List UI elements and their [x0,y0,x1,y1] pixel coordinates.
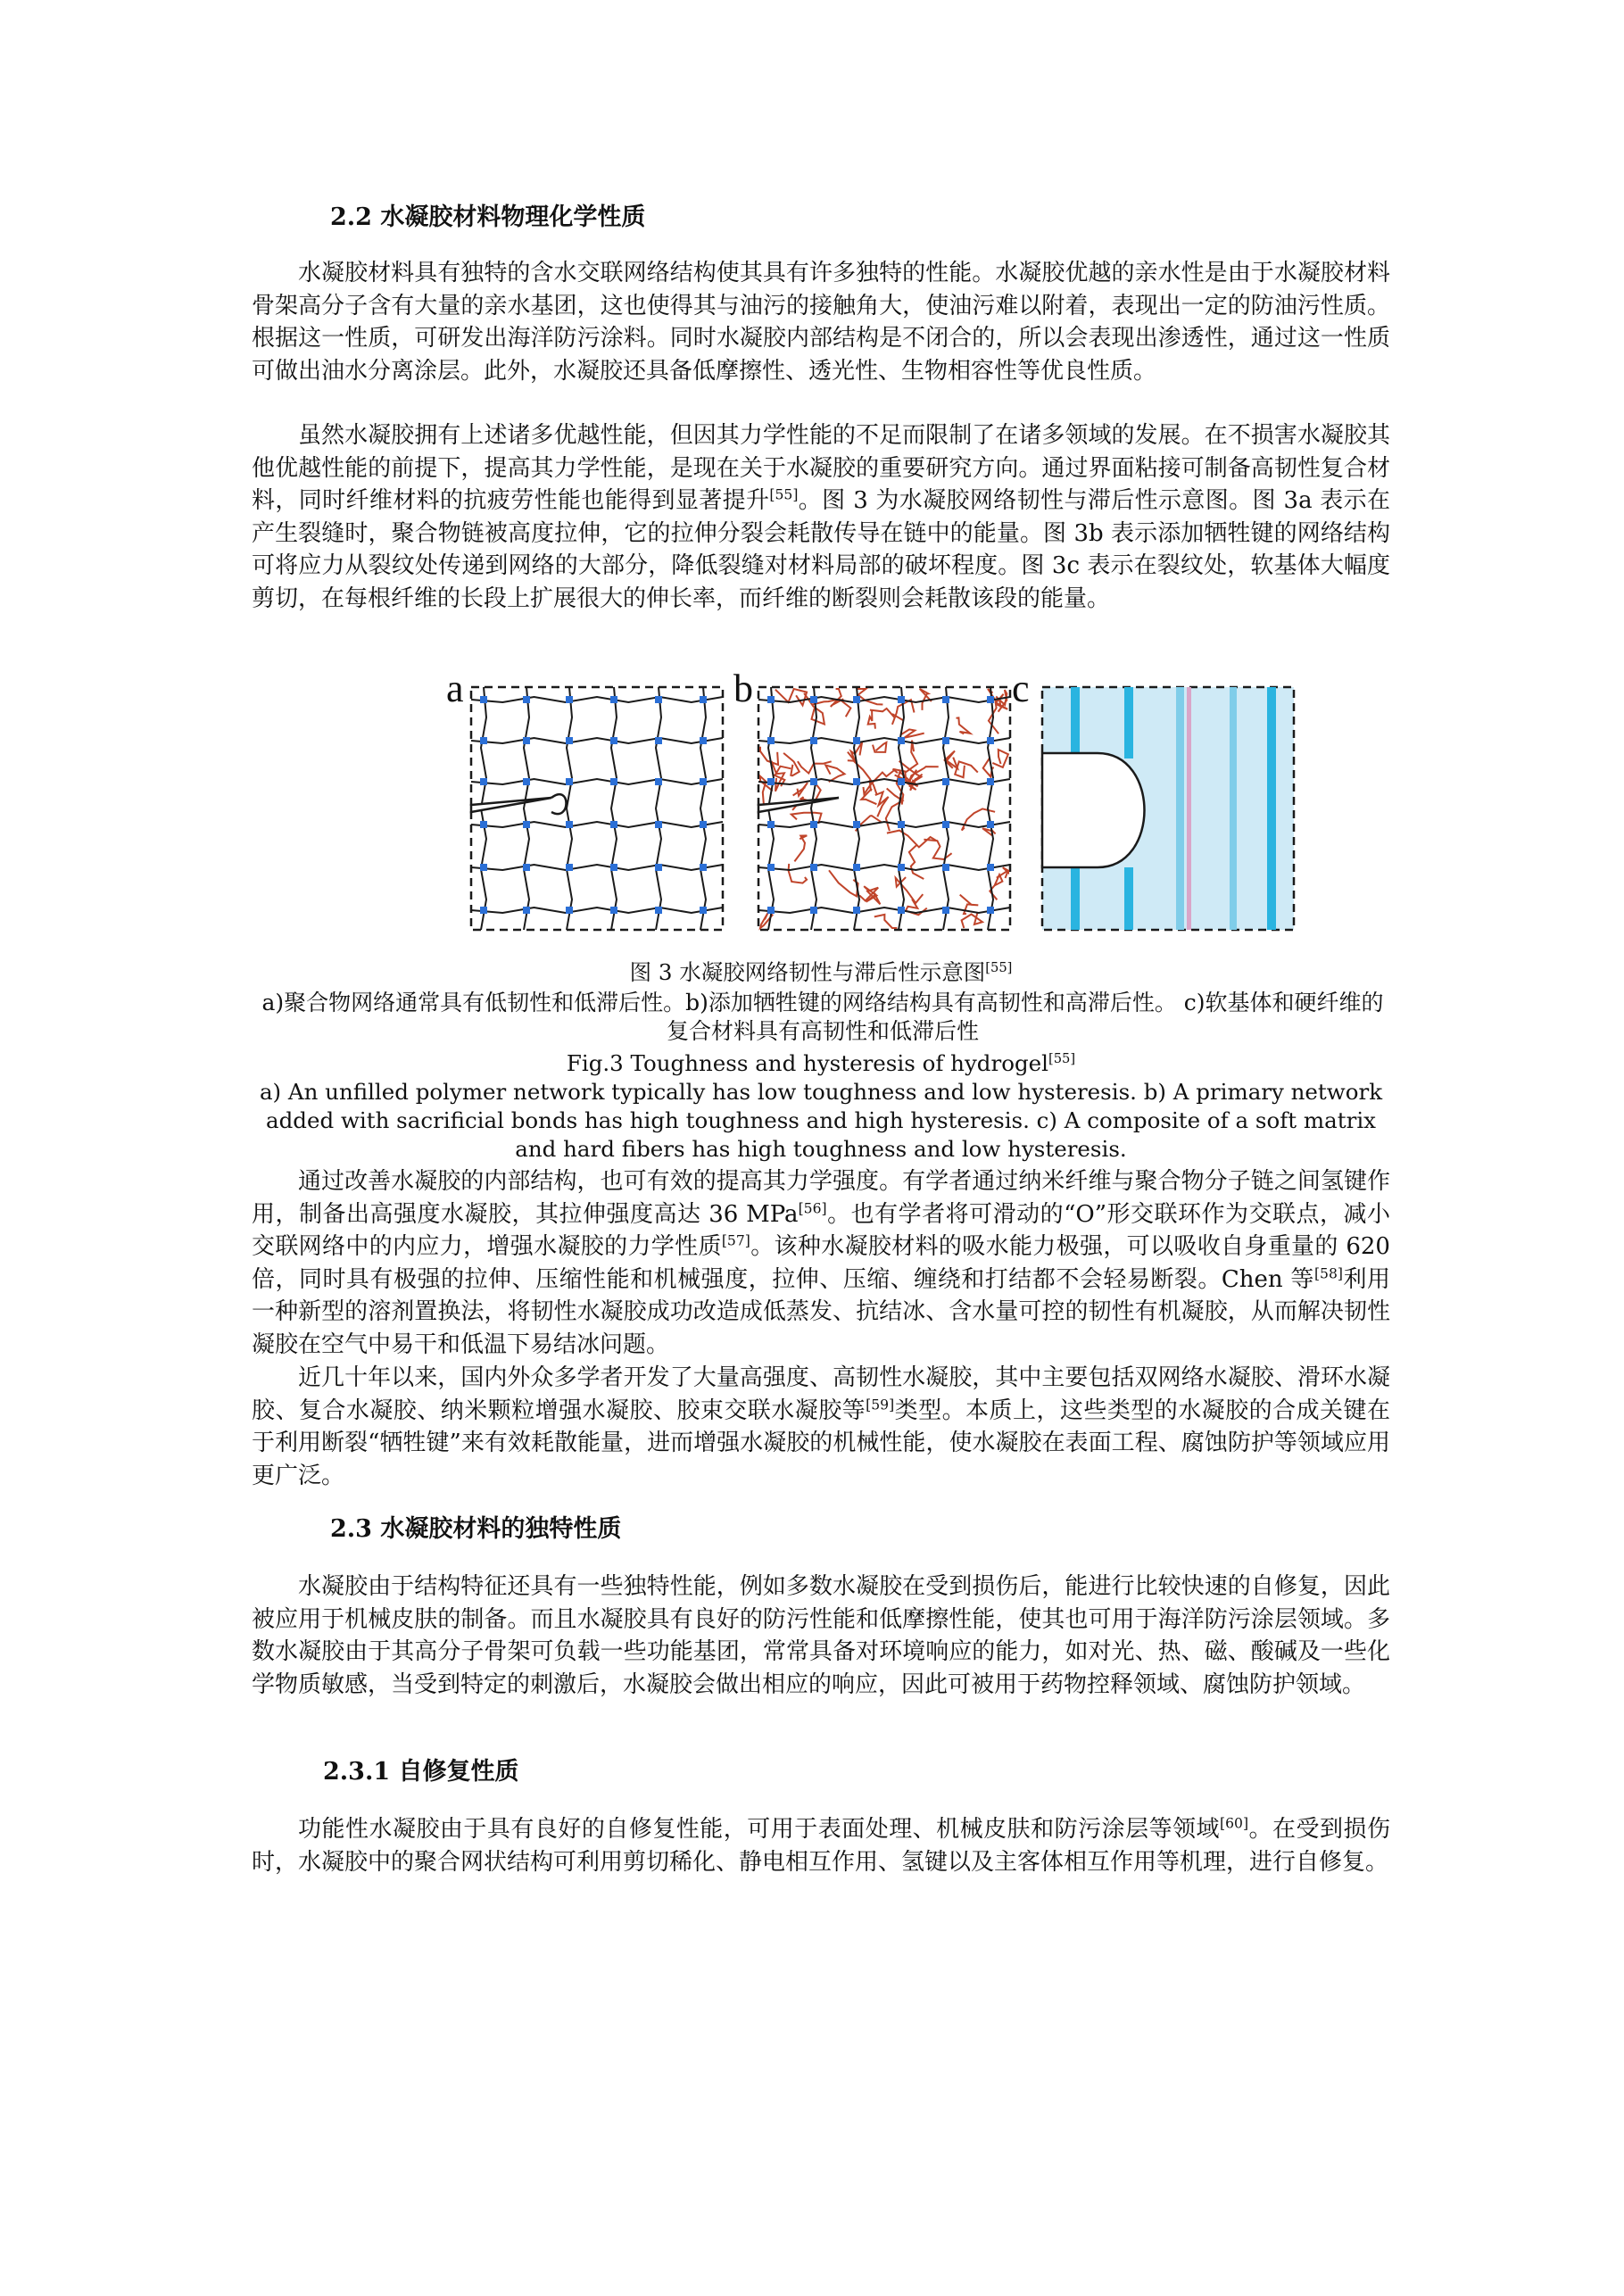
crosslink-node [853,737,860,744]
section-heading-2-3: 2.3 水凝胶材料的独特性质 [330,1515,622,1543]
paragraph-after-fig-1: 通过改善水凝胶的内部结构，也可有效的提高其力学强度。有学者通过纳米纤维与聚合物分子链之间氢键作用，制备出高强度水凝胶，其拉伸强度高达 36 MPa[56]。也有学者将可滑动的“O”形交联环作为交联点，减小交联网络中的内应力，增强水凝胶的力学性质[57]。该种水凝胶材料的吸水能力极强，可以吸收自身重量的 620 倍，同时具有极强的拉伸、压缩性能和机械强度，拉伸、压缩、缠绕和打结都不会轻易断裂。Chen 等[58]利用一种新型的溶剂置换法，将韧性水凝胶成功改造成低蒸发、抗结冰、含水量可控的韧性有机凝胶，从而解决韧性凝胶在空气中易干和低温下易结冰问题。 [252,1168,1390,1358]
crosslink-node [480,907,487,914]
paragraph-2-2-2: 虽然水凝胶拥有上述诸多优越性能，但因其力学性能的不足而限制了在诸多领域的发展。在不损害水凝胶其他优越性能的前提下，提高其力学性能，是现在关于水凝胶的重要研究方向。通过界面粘接可制备高韧性复合材料，同时纤维材料的抗疲劳性能也能得到显著提升[55]。图 3 为水凝胶网络韧性与滞后性示意图。图 3a 表示在产生裂缝时，聚合物链被高度拉伸，它的拉伸分裂会耗散传导在链中的能量。图 3b 表示添加牺牲键的网络结构可将应力从裂纹处传递到网络的大部分，降低裂缝对材料局部的破坏程度。图 3c 表示在裂纹处，软基体大幅度剪切，在每根纤维的长段上扩展很大的伸长率，而纤维的断裂则会耗散该段的能量。 [252,422,1390,612]
crosslink-node [655,778,662,785]
crosslink-node [898,864,905,871]
crosslink-node [810,778,817,785]
network-chain [758,908,1010,913]
section-heading-2-2: 2.2 水凝胶材料物理化学性质 [330,203,646,231]
sacrificial-bond [992,750,1008,767]
crosslink-node [610,907,617,914]
crosslink-node [523,907,530,914]
paragraph-2-2-1: 水凝胶材料具有独特的含水交联网络结构使其具有许多独特的性能。水凝胶优越的亲水性是由于水凝胶材料骨架高分子含有大量的亲水基团，这也使得其与油污的接触角大，使油污难以附着，表现出一定的防油污性质。根据这一性质，可研发出海洋防污涂料。同时水凝胶内部结构是不闭合的，所以会表现出渗透性，通过这一性质可做出油水分离涂层。此外，水凝胶还具备低摩擦性、透光性、生物相容性等优良性质。 [252,260,1390,385]
figure-3 [446,671,1303,939]
panel-c-fiber [1176,687,1184,930]
crosslink-node [610,864,617,871]
network-chain [899,687,904,930]
caption-en-title: Fig.3 Toughness and hysteresis of hydrogel[55] [566,1050,1076,1076]
panel-c-fiber [1124,867,1133,930]
crosslink-node [853,907,860,914]
sacrificial-bond [868,710,875,729]
crosslink-node [767,864,775,871]
panel-c-crack [1042,753,1145,867]
panel-label-a: a [446,671,464,710]
sacrificial-bond [909,767,938,781]
panel-c-fiber [1124,687,1133,758]
crosslink-node [655,864,662,871]
network-chain [943,687,949,930]
network-chain [811,687,816,930]
network-chain [758,779,1010,784]
crosslink-node [700,821,707,828]
sacrificial-bond [909,844,924,879]
crosslink-node [655,907,662,914]
crosslink-node [853,864,860,871]
crosslink-node [655,696,662,703]
sacrificial-bond [900,729,924,737]
sacrificial-bond [825,766,844,783]
crosslink-node [700,737,707,744]
panel-b [758,687,1010,930]
panel-b-network [758,687,1010,930]
crosslink-node [898,907,905,914]
crosslink-node [700,778,707,785]
crosslink-node [523,737,530,744]
crosslink-node [767,696,775,703]
sacrificial-bond [962,913,982,929]
network-chain [758,697,1010,702]
caption-cn-title: 图 3 水凝胶网络韧性与滞后性示意图[55] [629,959,1013,985]
crosslink-node [610,821,617,828]
panel-a-network [471,687,723,930]
crosslink-node [700,864,707,871]
crosslink-node [853,778,860,785]
crosslink-node [942,864,949,871]
caption-cn-body: a)聚合物网络通常具有低韧性和低滞后性。b)添加牺牲键的网络结构具有高韧性和高滞后性。 c)软基体和硬纤维的复合材料具有高韧性和低滞后性 [261,990,1384,1044]
network-chain [611,687,617,930]
sacrificial-bond [857,689,882,705]
sacrificial-bond [957,717,971,734]
sacrificial-bond [873,742,886,752]
panel-c-fiber [1230,687,1237,930]
crosslink-node [987,696,994,703]
crosslink-node [480,864,487,871]
panel-label-c: c [1012,671,1030,710]
paragraph-after-fig-2: 近几十年以来，国内外众多学者开发了大量高强度、高韧性水凝胶，其中主要包括双网络水凝胶、滑环水凝胶、复合水凝胶、纳米颗粒增强水凝胶、胶束交联水凝胶等[59]类型。本质上，这些类型的水凝胶的合成关键在于利用断裂“牺牲键”来有效耗散能量，进而增强水凝胶的机械性能，使水凝胶在表面工程、腐蚀防护等领域应用更广泛。 [252,1364,1390,1489]
panel-a-frame [471,687,723,930]
crosslink-node [655,737,662,744]
sacrificial-bond [793,783,808,796]
crosslink-node [566,778,573,785]
sacrificial-bond [831,689,844,707]
sacrificial-bond [896,877,924,903]
panel-a-crack-tip [551,794,567,814]
crosslink-node [987,778,994,785]
crosslink-node [987,821,994,828]
panel-label-b: b [733,671,753,710]
crosslink-node [942,778,949,785]
crosslink-node [523,778,530,785]
crosslink-node [700,907,707,914]
network-chain [471,908,723,913]
crosslink-node [942,696,949,703]
sacrificial-bond [829,870,858,896]
panel-c-fiber [1267,687,1276,930]
crosslink-node [898,696,905,703]
figure-3-graphic [446,671,1303,939]
crosslink-node [898,737,905,744]
crosslink-node [610,778,617,785]
crosslink-node [898,778,905,785]
crosslink-node [655,821,662,828]
crosslink-node [523,821,530,828]
crosslink-node [566,907,573,914]
panel-b-frame [758,687,1010,930]
sacrificial-bond [789,864,808,883]
crosslink-node [523,696,530,703]
sacrificial-bond [874,915,898,928]
crosslink-node [987,737,994,744]
crosslink-node [942,907,949,914]
crosslink-node [987,864,994,871]
network-chain [656,687,661,930]
network-chain [471,822,723,827]
crosslink-node [942,737,949,744]
crosslink-node [767,821,775,828]
network-chain [471,865,723,870]
sacrificial-bond [783,753,800,775]
sacrificial-bond [875,792,889,817]
paragraph-2-3-1: 水凝胶由于结构特征还具有一些独特性能，例如多数水凝胶在受到损伤后，能进行比较快速的自修复，因此被应用于机械皮肤的制备。而且水凝胶具有良好的防污性能和低摩擦性能，使其也可用于海洋防污涂层领域。多数水凝胶由于其高分子骨架可负载一些功能基团，常常具备对环境响应的能力，如对光、热、磁、酸碱及一些化学物质敏感，当受到特定的刺激后，水凝胶会做出相应的响应，因此可被用于药物控释领域、腐蚀防护领域。 [252,1573,1390,1698]
crosslink-node [610,696,617,703]
panel-c [1042,687,1294,930]
crosslink-node [853,696,860,703]
crosslink-node [566,737,573,744]
sacrificial-bond [982,828,996,835]
crosslink-node [523,864,530,871]
network-chain [700,687,706,930]
panel-b-sacrificial-chains [760,689,1008,928]
network-chain [471,779,723,784]
caption-en-body: a) An unfilled polymer network typically has low toughness and low hysteresis. b) A primary network added with sacrificial bonds has high toughness and high hysteresis. c) A composite of a soft matrix and hard fibers has high toughness and low hysteresis. [259,1079,1383,1162]
network-chain [471,738,723,743]
section-heading-2-3-1: 2.3.1 自修复性质 [323,1758,519,1786]
crosslink-node [767,907,775,914]
crosslink-node [700,696,707,703]
crosslink-node [767,778,775,785]
sacrificial-bond [848,760,877,794]
crosslink-node [767,737,775,744]
network-chain [758,738,1010,743]
network-chain [524,687,529,930]
crosslink-node [942,821,949,828]
crosslink-node [480,778,487,785]
crosslink-node [853,821,860,828]
panel-a [471,687,723,930]
network-chain [567,687,572,930]
paragraph-2-3-1-1: 功能性水凝胶由于具有良好的自修复性能，可用于表面处理、机械皮肤和防污涂层等领域[60]。在受到损伤时，水凝胶中的聚合网状结构可利用剪切稀化、静电相互作用、氢键以及主客体相互作用等机理，进行自修复。 [252,1815,1390,1876]
sacrificial-bond [887,831,937,848]
sacrificial-bond [870,709,904,721]
crosslink-node [566,696,573,703]
network-chain [471,697,723,702]
network-chain [758,865,1010,870]
sacrificial-bond [794,835,807,861]
crosslink-node [810,696,817,703]
crosslink-node [566,821,573,828]
crosslink-node [480,696,487,703]
panel-c-fiber-pink [1187,687,1191,930]
crosslink-node [610,737,617,744]
crosslink-node [566,864,573,871]
crosslink-node [898,821,905,828]
crosslink-node [810,737,817,744]
citation: [55] [769,486,799,503]
crosslink-node [810,821,817,828]
crosslink-node [480,737,487,744]
crosslink-node [810,864,817,871]
crosslink-node [810,907,817,914]
network-chain [758,822,1010,827]
crosslink-node [987,907,994,914]
crosslink-node [480,821,487,828]
